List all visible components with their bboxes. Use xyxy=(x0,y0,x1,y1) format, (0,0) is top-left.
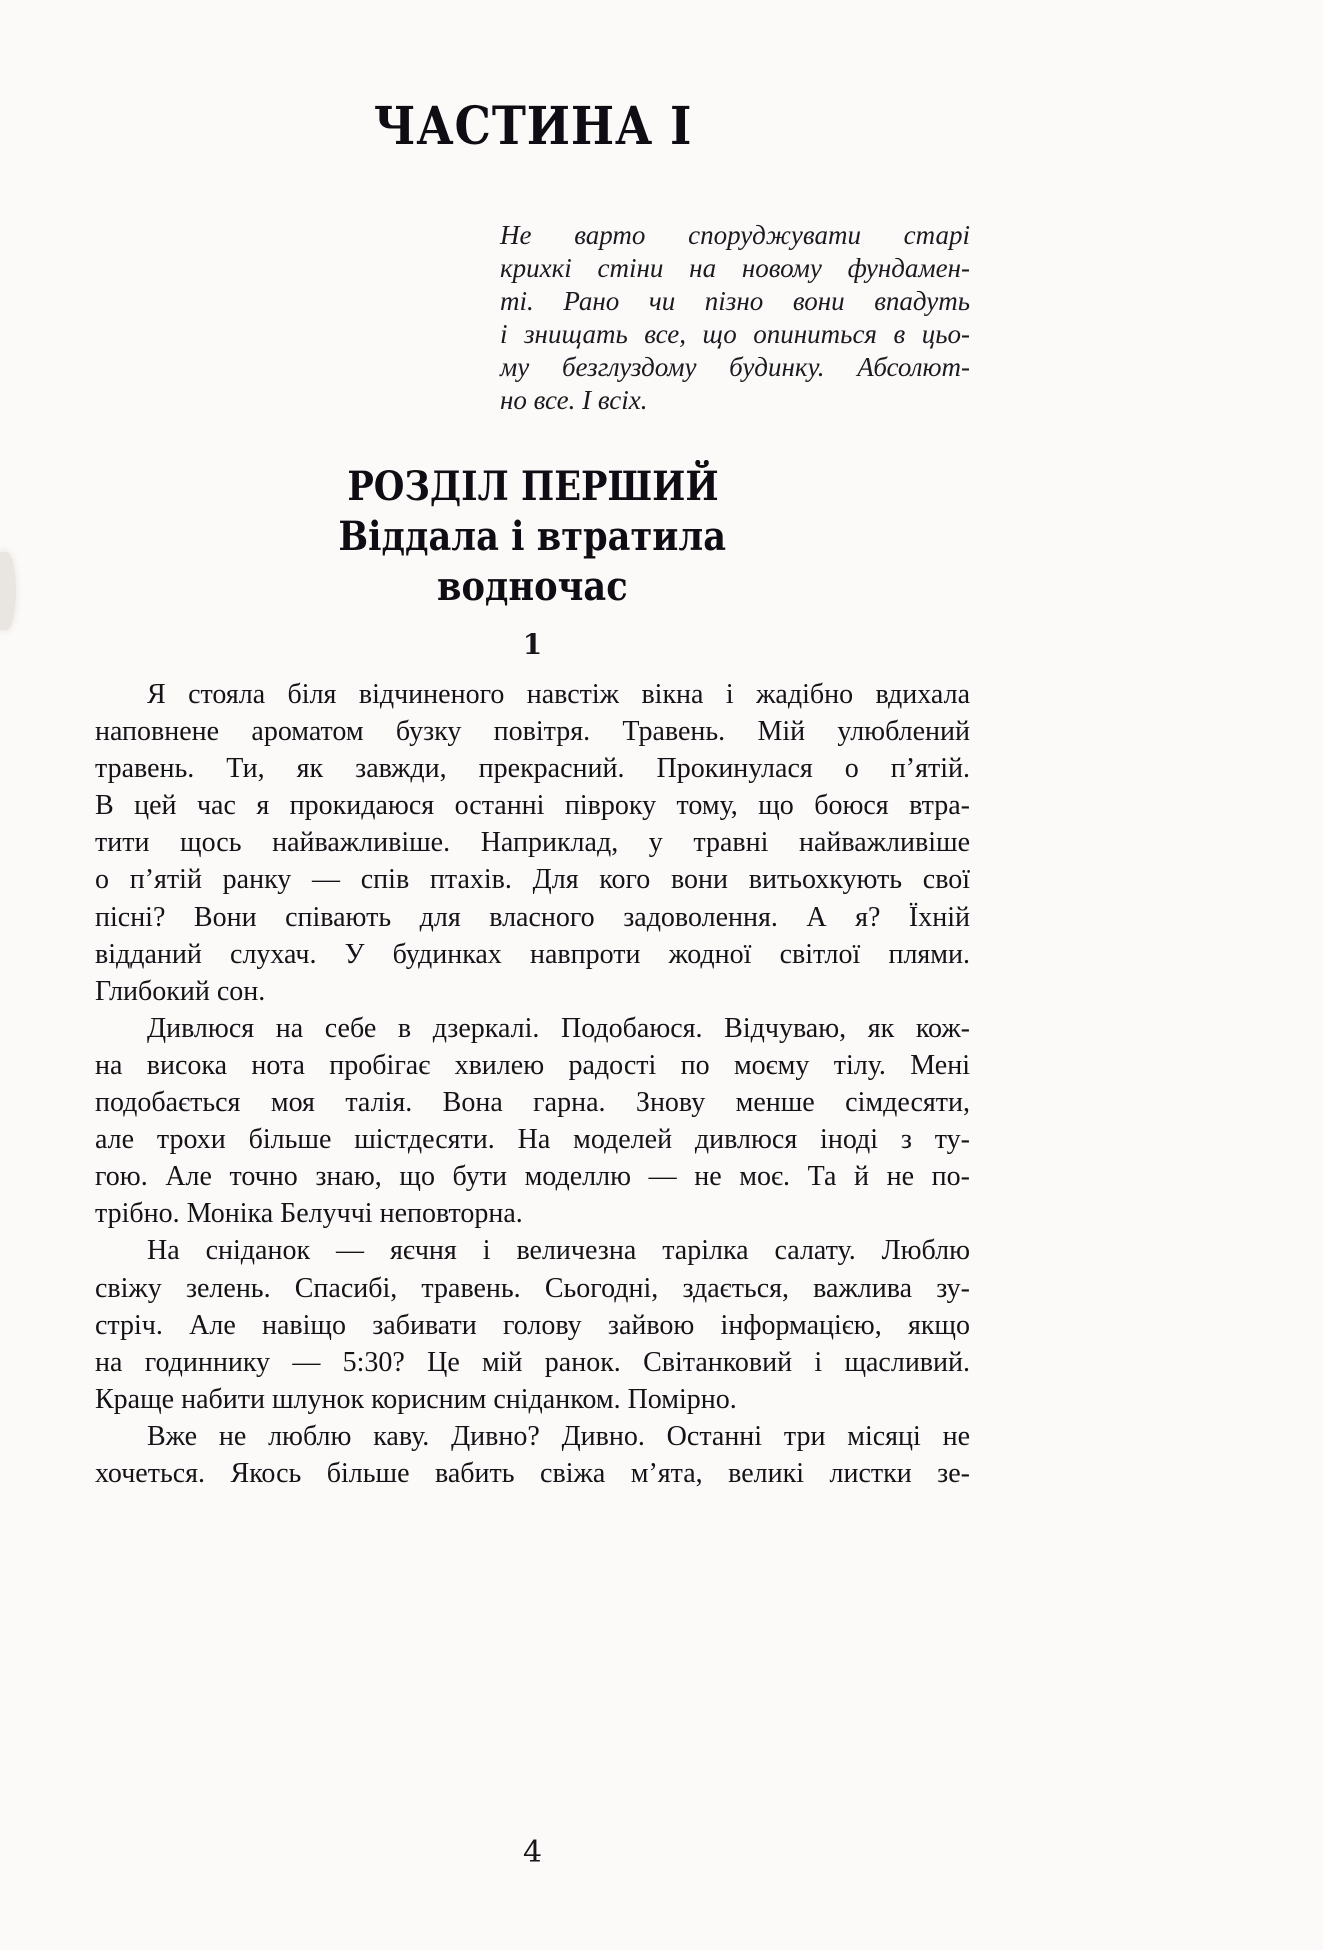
chapter-header xyxy=(95,462,970,612)
text-line: тити щось найважливіше. Наприклад, у травні найважливіше xyxy=(95,827,970,859)
text-line: відданий слухач. У будинках навпроти жодної світлої плями. xyxy=(95,938,970,970)
paragraph xyxy=(95,1418,970,1492)
chapter-heading-text: РОЗДІЛ ПЕРШИЙ xyxy=(346,463,719,510)
epigraph-line: Не варто споруджувати старі xyxy=(500,220,970,250)
text-line: свіжу зелень. Спасибі, травень. Сьогодні, здається, важлива зу- xyxy=(95,1272,970,1304)
epigraph-line: і знищать все, що опиниться в цьо- xyxy=(500,319,970,349)
text-line: на годиннику — 5:30? Це мій ранок. Світанковий і щасливий. xyxy=(95,1346,970,1378)
text-line: травень. Ти, як завжди, прекрасний. Прокинулася о п’ятій. xyxy=(95,753,970,785)
chapter-subtitle-text: водночас xyxy=(437,563,628,610)
text-line: пісні? Вони співають для власного задоволення. А я? Їхній xyxy=(95,901,970,933)
chapter-heading xyxy=(95,462,970,512)
chapter-subtitle-line xyxy=(95,562,970,612)
text-line: наповнене ароматом бузку повітря. Травень. Мій улюблений xyxy=(95,716,970,748)
epigraph-line: ті. Рано чи пізно вони впадуть xyxy=(500,286,970,316)
part-title xyxy=(95,97,970,157)
text-line: На сніданок — яєчня і величезна тарілка салату. Люблю xyxy=(147,1235,970,1267)
text-line: Я стояла біля відчиненого навстіж вікна і жадібно вдихала xyxy=(147,679,970,710)
epigraph-line: крихкі стіни на новому фундамен- xyxy=(500,253,970,283)
text-line: гою. Але точно знаю, що бути моделлю — не моє. Та й не по- xyxy=(95,1161,970,1193)
section-number: 1 xyxy=(522,628,543,661)
text-line: Глибокий сон. xyxy=(95,975,266,1007)
paragraph xyxy=(95,676,970,1010)
epigraph-line: му безглуздому будинку. Абсолют- xyxy=(500,352,970,382)
text-line: Краще набити шлунок корисним сніданком. Помірно. xyxy=(95,1383,737,1415)
text-line: В цей час я прокидаюся останні півроку тому, що боюся втра- xyxy=(95,790,970,822)
paragraph xyxy=(95,1010,970,1233)
paragraph xyxy=(95,1232,970,1417)
chapter-subtitle-text: Віддала і втратила xyxy=(338,513,727,560)
text-line: Дивлюся на себе в дзеркалі. Подобаюся. Відчуваю, як кож- xyxy=(147,1012,970,1044)
part-title-text: ЧАСТИНА I xyxy=(373,96,692,157)
text-line: стріч. Але навіщо забивати голову зайвою інформацією, якщо xyxy=(95,1309,970,1341)
page-number: 4 xyxy=(522,1835,543,1870)
scan-artifact xyxy=(0,552,16,630)
text-line: Вже не люблю каву. Дивно? Дивно. Останні три місяці не xyxy=(147,1420,970,1452)
epigraph-line: но все. І всіх. xyxy=(500,385,648,415)
text-line: хочеться. Якось більше вабить свіжа м’ята, великі листки зе- xyxy=(95,1457,970,1489)
text-line: трібно. Моніка Белуччі неповторна. xyxy=(95,1198,523,1230)
body-text xyxy=(95,676,970,1492)
text-line: подобається моя талія. Вона гарна. Знову менше сімдесяти, xyxy=(95,1087,970,1119)
text-line: на висока нота пробігає хвилею радості по моєму тілу. Мені xyxy=(95,1049,970,1081)
epigraph xyxy=(500,219,970,417)
text-column xyxy=(95,0,970,1492)
chapter-subtitle-line xyxy=(95,512,970,562)
text-line: о п’ятій ранку — спів птахів. Для кого вони витьохкують свої xyxy=(95,864,970,896)
text-line: але трохи більше шістдесяти. На моделей дивлюся іноді з ту- xyxy=(95,1124,970,1156)
